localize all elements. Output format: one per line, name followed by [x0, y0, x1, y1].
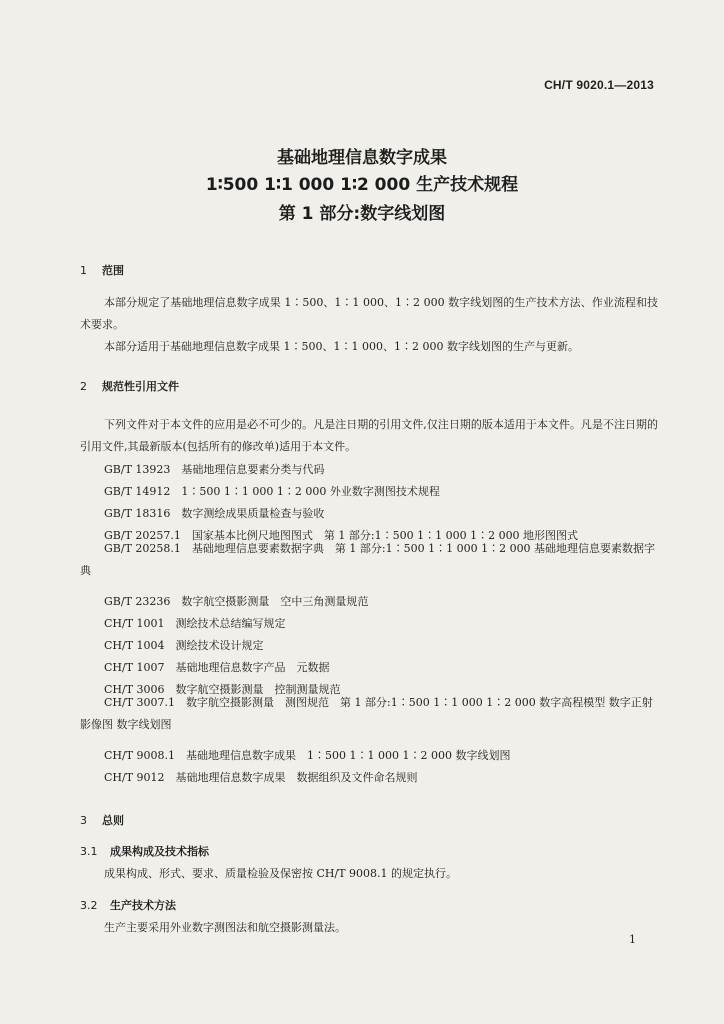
reference-item: GB/T 23236 数字航空摄影测量 空中三角测量规范 [104, 595, 369, 608]
title-line-2: 1∶500 1∶1 000 1∶2 000 生产技术规程 [205, 175, 519, 195]
title-line-1: 基础地理信息数字成果 [277, 148, 447, 168]
section-3-heading: 3 总则 [80, 814, 124, 827]
section-2-para-1: 下列文件对于本文件的应用是必不可少的。凡是注日期的引用文件,仅注日期的版本适用于本文件。凡是不注日期的引用文件,其最新版本(包括所有的修改单)适用于本文件。 [80, 418, 658, 453]
reference-item: GB/T 18316 数字测绘成果质量检查与验收 [104, 507, 325, 520]
page-number: 1 [629, 933, 636, 946]
section-1-para-1: 本部分规定了基础地理信息数字成果 1∶500、1∶1 000、1∶2 000 数字线划图的生产技术方法、作业流程和技术要求。 [80, 296, 658, 331]
reference-item: GB/T 14912 1∶500 1∶1 000 1∶2 000 外业数字测图技术规程 [104, 485, 440, 498]
reference-item: CH/T 1007 基础地理信息数字产品 元数据 [104, 661, 330, 674]
section-2-heading: 2 规范性引用文件 [80, 380, 179, 393]
reference-item: CH/T 1004 测绘技术设计规定 [104, 639, 264, 652]
section-3-2-heading: 3.2 生产技术方法 [80, 899, 176, 912]
reference-item: CH/T 3006 数字航空摄影测量 控制测量规范 [104, 683, 341, 696]
section-1-heading: 1 范围 [80, 264, 124, 277]
reference-item-long: CH/T 3007.1 数字航空摄影测量 测图规范 第 1 部分:1∶500 1∶1 000 1∶2 000 数字高程模型 数字正射影像图 数字线划图 [80, 696, 653, 731]
standard-code: CH/T 9020.1—2013 [544, 78, 654, 92]
section-3-1-heading: 3.1 成果构成及技术指标 [80, 845, 209, 858]
reference-item: CH/T 9012 基础地理信息数字成果 数据组织及文件命名规则 [104, 771, 418, 784]
section-3-1-para: 成果构成、形式、要求、质量检验及保密按 CH/T 9008.1 的规定执行。 [104, 867, 458, 880]
reference-item: GB/T 13923 基础地理信息要素分类与代码 [104, 463, 325, 476]
title-line-3: 第 1 部分:数字线划图 [278, 204, 446, 224]
section-1-para-2: 本部分适用于基础地理信息数字成果 1∶500、1∶1 000、1∶2 000 数字线划图的生产与更新。 [104, 340, 579, 353]
reference-item: GB/T 20257.1 国家基本比例尺地图图式 第 1 部分:1∶500 1∶1 000 1∶2 000 地形图图式 [104, 529, 579, 542]
reference-item-long: GB/T 20258.1 基础地理信息要素数据字典 第 1 部分:1∶500 1∶1 000 1∶2 000 基础地理信息要素数据字典 [80, 542, 656, 577]
section-3-2-para: 生产主要采用外业数字测图法和航空摄影测量法。 [104, 921, 346, 934]
reference-item: CH/T 9008.1 基础地理信息数字成果 1∶500 1∶1 000 1∶2 000 数字线划图 [104, 749, 511, 762]
reference-item: CH/T 1001 测绘技术总结编写规定 [104, 617, 286, 630]
